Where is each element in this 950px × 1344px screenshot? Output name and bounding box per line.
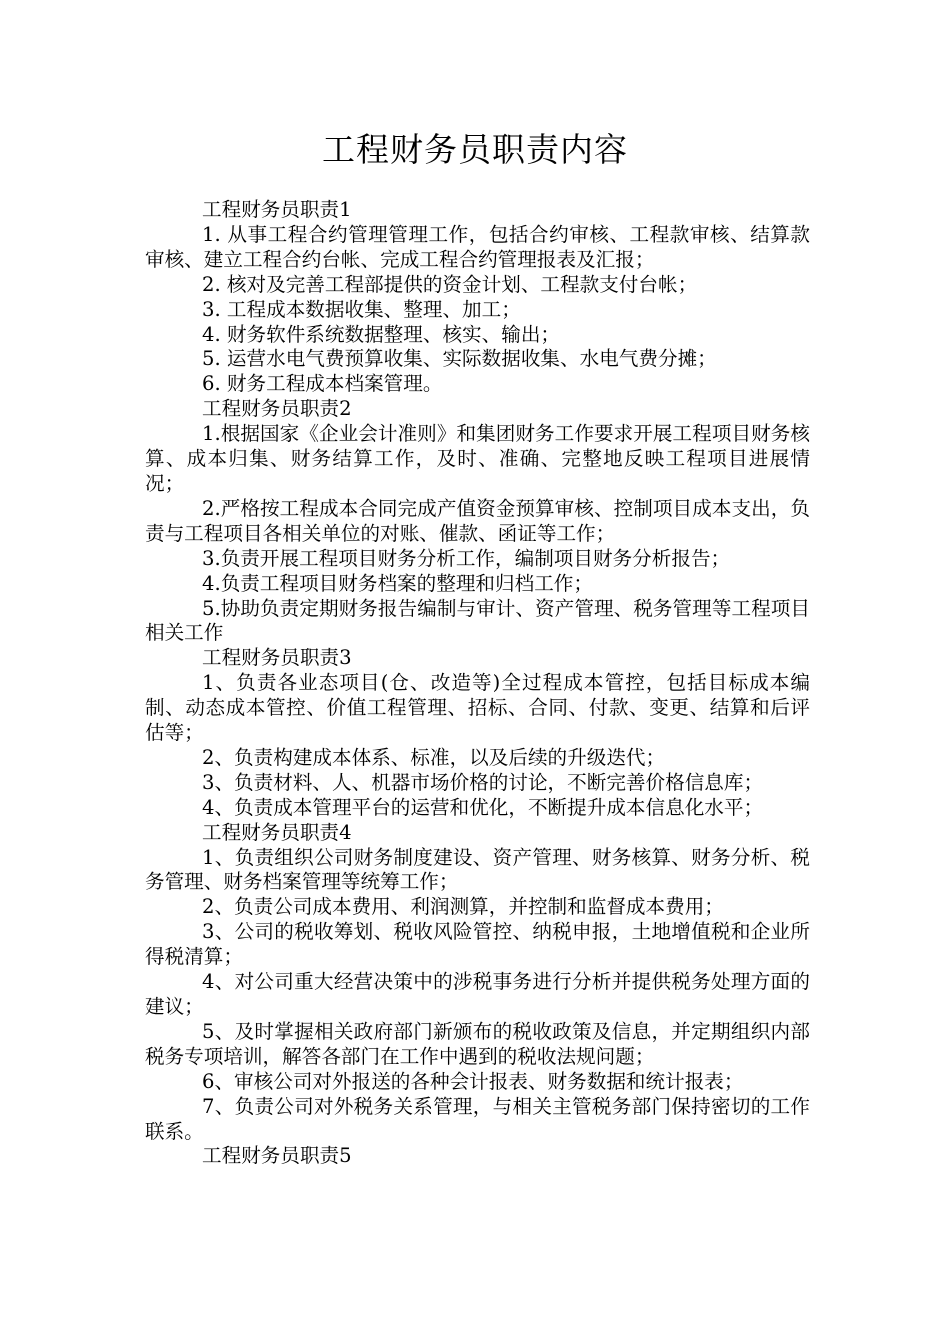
section-heading: 工程财务员职责3 [202,646,352,670]
duty-item: 5.协助负责定期财务报告编制与审计、资产管理、税务管理等工程项目相关工作 [145,596,810,645]
duty-item: 5、及时掌握相关政府部门新颁布的税收政策及信息，并定期组织内部税务专项培训，解答各部门在工作中遇到的税收法规问题； [145,1019,810,1068]
duty-item: 4、对公司重大经营决策中的涉税事务进行分析并提供税务处理方面的建议； [145,970,810,1018]
duty-item: 7、负责公司对外税务关系管理，与相关主管税务部门保持密切的工作联系。 [145,1094,810,1143]
duty-item: 3.负责开展工程项目财务分析工作，编制项目财务分析报告； [202,546,731,570]
duty-item: 2. 核对及完善工程部提供的资金计划、工程款支付台帐； [202,272,698,296]
document-title: 工程财务员职责内容 [322,130,628,169]
duty-item: 4、负责成本管理平台的运营和优化，不断提升成本信息化水平； [202,795,764,819]
duty-item: 5. 运营水电气费预算收集、实际数据收集、水电气费分摊； [202,347,717,371]
section-heading: 工程财务员职责5 [202,1144,352,1168]
duty-item: 4.负责工程项目财务档案的整理和归档工作； [202,571,593,595]
duty-item: 1、负责各业态项目(仓、改造等)全过程成本管控，包括目标成本编制、动态成本管控、价值工程管理、招标、合同、付款、变更、结算和后评估等； [145,671,810,745]
duty-item: 6、审核公司对外报送的各种会计报表、财务数据和统计报表； [202,1069,744,1093]
duty-item: 2.严格按工程成本合同完成产值资金预算审核、控制项目成本支出，负责与工程项目各相关单位的对账、催款、函证等工作； [145,496,810,545]
duty-item: 1. 从事工程合约管理管理工作，包括合约审核、工程款审核、结算款审核、建立工程合约台帐、完成工程合约管理报表及汇报； [145,222,810,271]
section-heading: 工程财务员职责1 [202,198,352,221]
duty-item: 3、公司的税收筹划、税收风险管控、纳税申报，土地增值税和企业所得税清算； [145,920,810,969]
duty-item: 3. 工程成本数据收集、整理、加工； [202,297,521,321]
section-heading: 工程财务员职责4 [202,820,352,844]
duty-item: 4. 财务软件系统数据整理、核实、输出； [202,322,561,346]
duty-item: 1、负责组织公司财务制度建设、资产管理、财务核算、财务分析、税务管理、财务档案管理等统筹工作； [145,845,810,894]
section-heading: 工程财务员职责2 [202,397,352,421]
duty-item: 3、负责材料、人、机器市场价格的讨论，不断完善价格信息库； [202,770,764,794]
duty-item: 1.根据国家《企业会计准则》和集团财务工作要求开展工程项目财务核算、成本归集、财务结算工作，及时、准确、完整地反映工程项目进展情况； [145,422,810,495]
duty-item: 2、负责公司成本费用、利润测算，并控制和监督成本费用； [202,895,724,919]
duty-item: 2、负责构建成本体系、标准，以及后续的升级迭代； [202,745,666,769]
duty-item: 6. 财务工程成本档案管理。 [202,372,443,396]
document-body [145,198,810,1169]
